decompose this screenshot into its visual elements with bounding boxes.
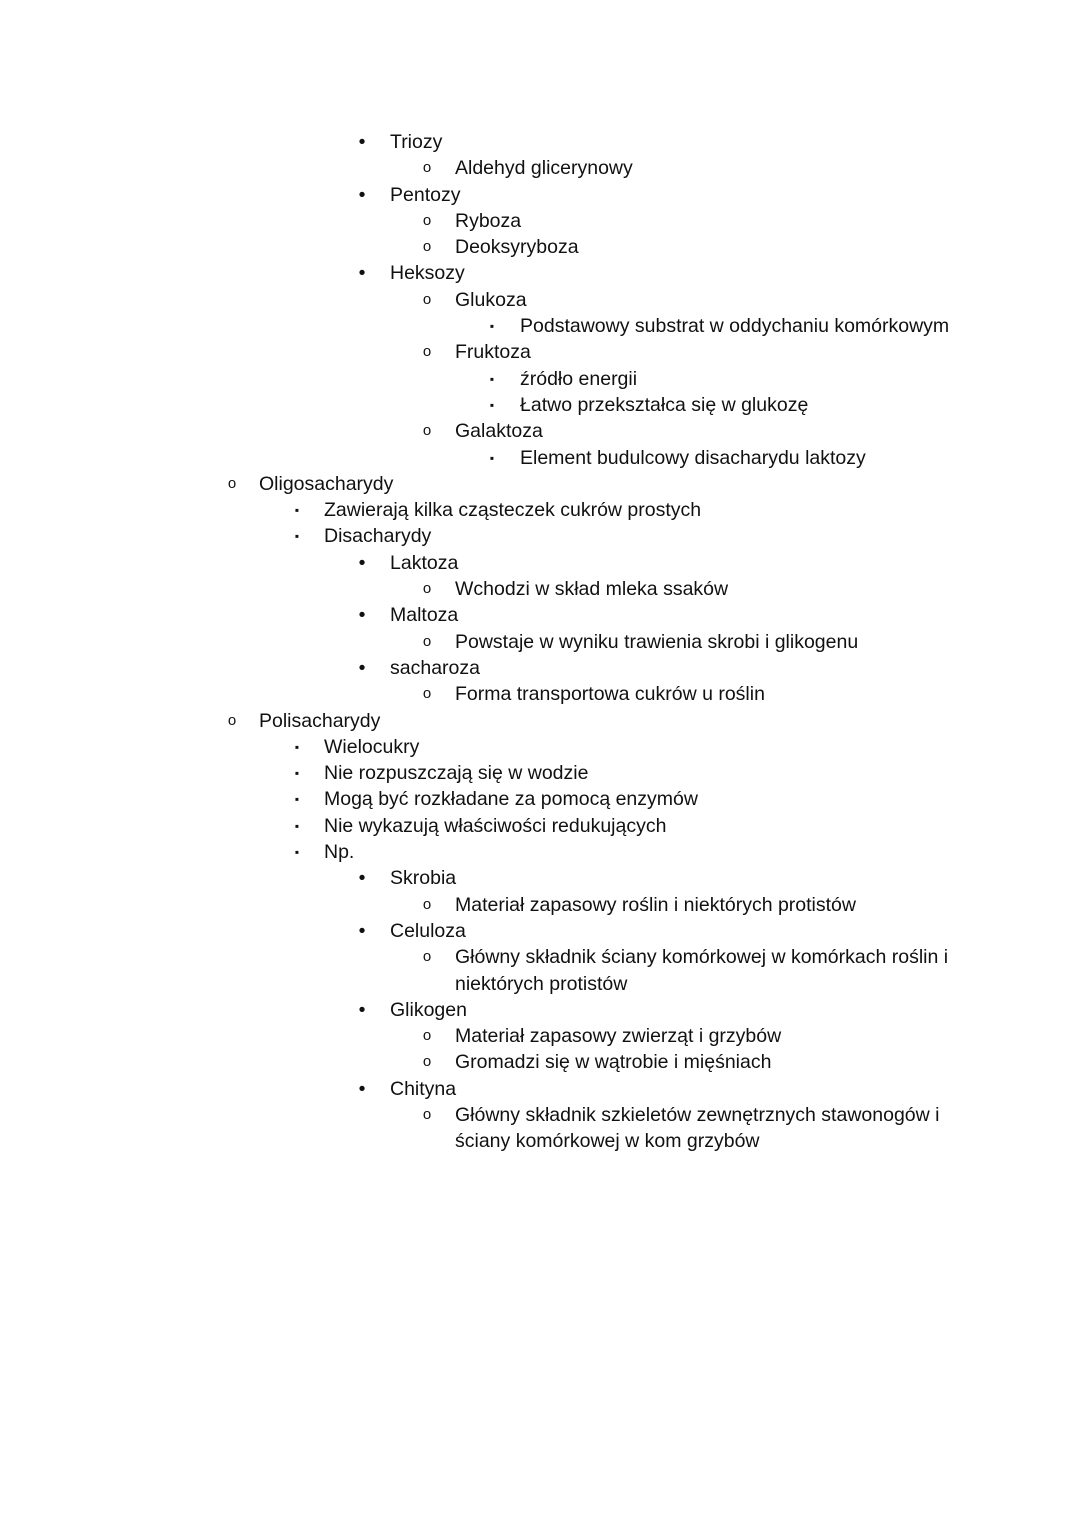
bullet-marker-icon: •	[358, 867, 366, 890]
list-item-text: Polisacharydy	[259, 709, 381, 732]
circle-marker-icon: o	[422, 1027, 432, 1045]
list-item	[0, 681, 1080, 707]
list-item	[0, 944, 1080, 997]
list-item	[0, 287, 1080, 313]
list-item-text: Łatwo przekształca się w glukozę	[520, 393, 809, 416]
list-item-text: Element budulcowy disacharydu laktozy	[520, 446, 866, 469]
list-item	[0, 813, 1080, 839]
circle-marker-icon: o	[422, 1053, 432, 1071]
list-item	[0, 1076, 1080, 1102]
circle-marker-icon: o	[422, 580, 432, 598]
list-item-text: Główny składnik szkieletów zewnętrznych stawonogów i ściany komórkowej w kom grzybów	[455, 1103, 940, 1153]
bullet-marker-icon: •	[358, 919, 366, 942]
circle-marker-icon: o	[422, 895, 432, 913]
list-item	[0, 1102, 1080, 1155]
square-marker-icon: ▪	[294, 529, 300, 544]
list-item	[0, 445, 1080, 471]
list-item-text: Materiał zapasowy zwierząt i grzybów	[455, 1025, 782, 1048]
bullet-marker-icon: •	[358, 1077, 366, 1100]
list-item	[0, 260, 1080, 286]
list-item-text: Skrobia	[390, 867, 457, 890]
bullet-marker-icon: •	[358, 604, 366, 627]
list-item-text: Nie wykazują właściwości redukujących	[324, 814, 667, 837]
list-item	[0, 786, 1080, 812]
list-item	[0, 550, 1080, 576]
list-item-text: Pentozy	[390, 183, 461, 206]
list-item-text: Laktoza	[390, 551, 459, 574]
list-item-text: Gromadzi się w wątrobie i mięśniach	[455, 1051, 772, 1074]
list-item	[0, 129, 1080, 155]
list-item-text: Powstaje w wyniku trawienia skrobi i glikogenu	[455, 630, 859, 653]
list-item	[0, 392, 1080, 418]
list-item	[0, 865, 1080, 891]
circle-marker-icon: o	[227, 711, 237, 729]
list-item	[0, 234, 1080, 260]
bullet-marker-icon: •	[358, 551, 366, 574]
list-item	[0, 313, 1080, 339]
square-marker-icon: ▪	[294, 845, 300, 860]
list-item	[0, 918, 1080, 944]
list-item-text: Maltoza	[390, 604, 459, 627]
list-item-text: Glikogen	[390, 998, 467, 1021]
list-item	[0, 760, 1080, 786]
list-item-text: Np.	[324, 841, 355, 864]
list-item	[0, 602, 1080, 628]
list-item-text: Podstawowy substrat w oddychaniu komórkowym	[520, 315, 950, 338]
circle-marker-icon: o	[422, 632, 432, 650]
list-item-text: Disacharydy	[324, 525, 432, 548]
list-item-text: Fruktoza	[455, 341, 531, 364]
circle-marker-icon: o	[422, 238, 432, 256]
circle-marker-icon: o	[422, 290, 432, 308]
list-item	[0, 629, 1080, 655]
list-item	[0, 418, 1080, 444]
list-item-text: Zawierają kilka cząsteczek cukrów prostych	[324, 499, 702, 522]
list-item-text: Mogą być rozkładane za pomocą enzymów	[324, 788, 698, 811]
bullet-marker-icon: •	[358, 131, 366, 153]
circle-marker-icon: o	[422, 948, 432, 966]
list-item-text: Heksozy	[390, 262, 465, 285]
list-item	[0, 339, 1080, 365]
list-item-text: Główny składnik ściany komórkowej w komórkach roślin i niektórych protistów	[455, 946, 949, 995]
circle-marker-icon: o	[227, 474, 237, 492]
list-item	[0, 1049, 1080, 1075]
list-item-text: Galaktoza	[455, 420, 543, 443]
square-marker-icon: ▪	[294, 766, 300, 781]
list-item	[0, 471, 1080, 497]
list-item-text: Nie rozpuszczają się w wodzie	[324, 762, 589, 785]
list-item	[0, 576, 1080, 602]
list-item-text: Chityna	[390, 1077, 457, 1100]
list-item	[0, 708, 1080, 734]
list-item-text: Aldehyd glicerynowy	[455, 157, 633, 180]
list-item	[0, 892, 1080, 918]
list-item	[0, 497, 1080, 523]
list-item-text: źródło energii	[520, 367, 638, 390]
list-item	[0, 523, 1080, 549]
square-marker-icon: ▪	[489, 397, 495, 412]
list-item	[0, 208, 1080, 234]
bullet-marker-icon: •	[358, 656, 366, 679]
list-item-text: Deoksyryboza	[455, 236, 579, 259]
list-item-text: Ryboza	[455, 209, 522, 232]
list-item-text: Wielocukry	[324, 735, 420, 758]
list-item-text: Wchodzi w skład mleka ssaków	[455, 578, 729, 601]
document-outline	[0, 129, 1080, 1155]
list-item-text: Oligosacharydy	[259, 472, 394, 495]
bullet-marker-icon: •	[358, 998, 366, 1021]
list-item	[0, 839, 1080, 865]
circle-marker-icon: o	[422, 159, 432, 177]
list-item	[0, 997, 1080, 1023]
square-marker-icon: ▪	[489, 450, 495, 465]
square-marker-icon: ▪	[294, 792, 300, 807]
square-marker-icon: ▪	[294, 503, 300, 518]
list-item	[0, 366, 1080, 392]
bullet-marker-icon: •	[358, 183, 366, 206]
circle-marker-icon: o	[422, 211, 432, 229]
list-item-text: Triozy	[390, 131, 443, 153]
square-marker-icon: ▪	[294, 739, 300, 754]
square-marker-icon: ▪	[489, 371, 495, 386]
circle-marker-icon: o	[422, 343, 432, 361]
list-item	[0, 155, 1080, 181]
circle-marker-icon: o	[422, 422, 432, 440]
list-item-text: sacharoza	[390, 656, 480, 679]
list-item	[0, 182, 1080, 208]
list-item-text: Materiał zapasowy roślin i niektórych protistów	[455, 893, 856, 916]
list-item-text: Glukoza	[455, 288, 527, 311]
list-item-text: Forma transportowa cukrów u roślin	[455, 683, 765, 706]
list-item-text: Celuloza	[390, 919, 466, 942]
list-item	[0, 734, 1080, 760]
circle-marker-icon: o	[422, 1105, 432, 1123]
list-item	[0, 655, 1080, 681]
square-marker-icon: ▪	[294, 818, 300, 833]
list-item	[0, 1023, 1080, 1049]
circle-marker-icon: o	[422, 685, 432, 703]
bullet-marker-icon: •	[358, 262, 366, 285]
square-marker-icon: ▪	[489, 319, 495, 334]
